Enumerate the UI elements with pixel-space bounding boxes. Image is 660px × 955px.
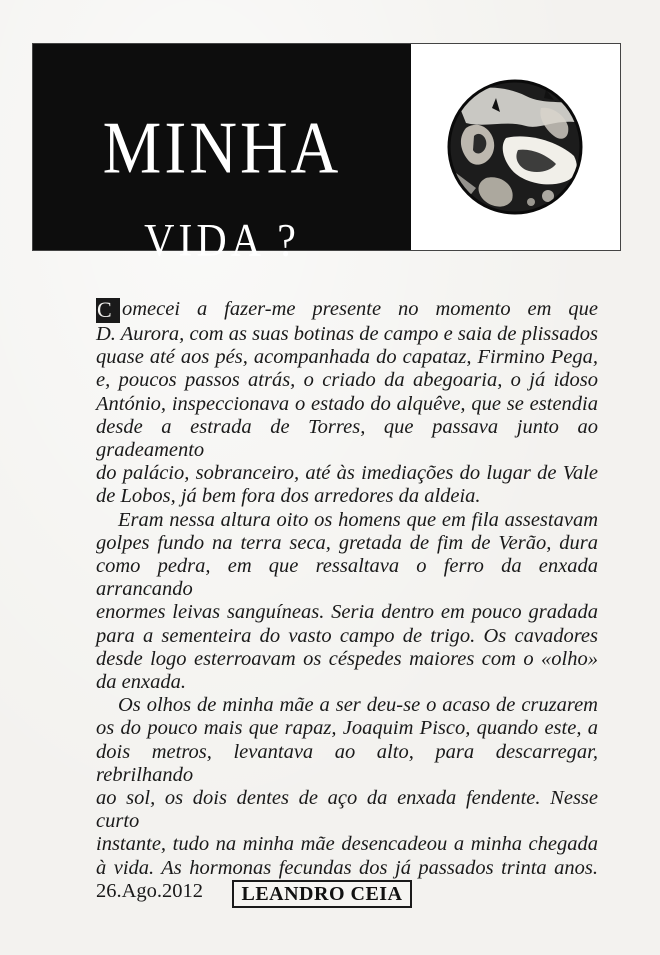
synopsis-text bbox=[96, 298, 598, 903]
text-span: omecei a fazer-me presente no momento em que bbox=[122, 298, 598, 320]
text-line: ao sol, os dois dentes de aço da enxada fendente. Nesse curto bbox=[96, 787, 598, 833]
book-title-line1: MINHA bbox=[102, 107, 342, 190]
text-line bbox=[96, 298, 598, 323]
text-line: os do pouco mais que rapaz, Joaquim Pisco, quando este, a bbox=[96, 717, 598, 740]
title-banner bbox=[32, 43, 621, 267]
paragraph-1 bbox=[96, 298, 598, 509]
text-line: do palácio, sobranceiro, até às imediações do lugar de Vale bbox=[96, 462, 598, 485]
text-line: desde logo esterroavam os céspedes maiores com o «olho» bbox=[96, 647, 598, 670]
text-line: Os olhos de minha mãe a ser deu-se o acaso de cruzarem bbox=[118, 694, 598, 717]
text-line: à vida. As hormonas fecundas dos já passados trinta anos. bbox=[96, 856, 598, 879]
text-line: D. Aurora, com as suas botinas de campo e saia de plissados bbox=[96, 323, 598, 345]
book-title-line2: VIDA ? bbox=[144, 215, 300, 267]
title-block bbox=[33, 44, 411, 267]
text-line: António, inspeccionava o estado do alquêve, que se estendia bbox=[96, 392, 598, 415]
text-line: como pedra, em que ressaltava o ferro da enxada arrancando bbox=[96, 555, 598, 601]
author-name: LEANDRO CEIA bbox=[232, 880, 412, 908]
engraving-illustration bbox=[446, 78, 584, 216]
text-line: desde a estrada de Torres, que passava junto ao gradeamento bbox=[96, 415, 598, 462]
drop-cap: C bbox=[96, 298, 120, 323]
text-line: instante, tudo na minha mãe desencadeou a minha chegada bbox=[96, 833, 598, 856]
text-line: quase até aos pés, acompanhada do capataz, Firmino Pega, bbox=[96, 346, 598, 369]
text-line: dois metros, levantava ao alto, para descarregar, rebrilhando bbox=[96, 740, 598, 786]
paragraph-2 bbox=[96, 509, 598, 695]
text-line: Eram nessa altura oito os homens que em fila assestavam bbox=[118, 508, 598, 531]
text-line: golpes fundo na terra seca, gretada de fim de Verão, dura bbox=[96, 531, 598, 554]
paragraph-3 bbox=[96, 694, 598, 880]
text-line: da enxada. bbox=[96, 671, 186, 694]
date-stamp: 26.Ago.2012 bbox=[96, 879, 204, 902]
text-line: para a sementeira do vasto campo de trigo. Os cavadores bbox=[96, 624, 598, 647]
text-line: de Lobos, já bem fora dos arredores da aldeia. bbox=[96, 485, 481, 508]
text-line: e, poucos passos atrás, o criado da abegoaria, o já idoso bbox=[96, 369, 598, 392]
circular-engraving-icon bbox=[446, 78, 584, 216]
text-line: enormes leivas sanguíneas. Seria dentro em pouco gradada bbox=[96, 601, 598, 624]
